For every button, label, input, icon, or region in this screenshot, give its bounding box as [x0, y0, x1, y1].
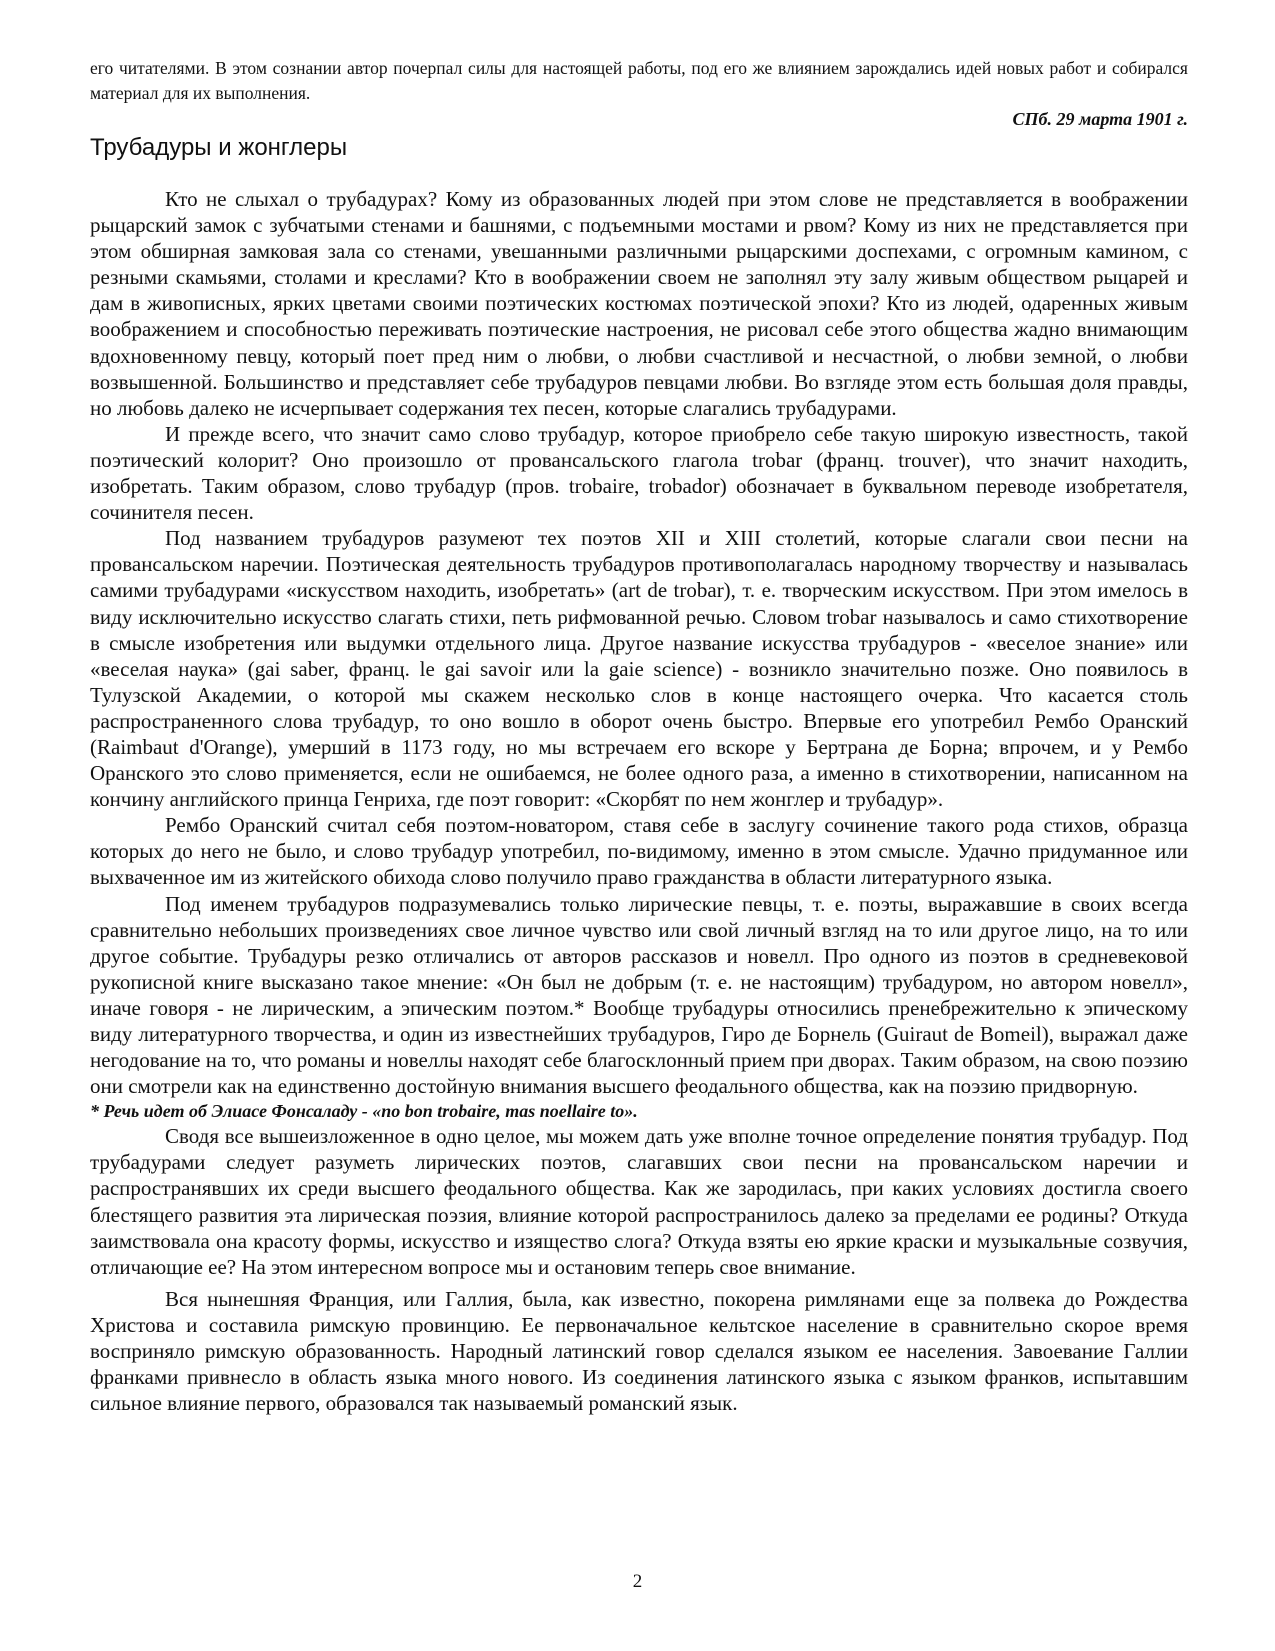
intro-continuation: его читателями. В этом сознании автор почерпал силы для настоящей работы, под его же влиянием зарождались идей новых работ и собирался материал для их выполнения. [90, 58, 1188, 103]
paragraph: Вся нынешняя Франция, или Галлия, была, как известно, покорена римлянами еще за полвека до Рождества Христова и составила римскую провинцию. Ее первоначальное кельтское население в сравнительно скорое время восприняло римскую образованность. Народный латинский говор сделался языком ее населения. Завоевание Галлии франками привнесло в область языка много нового. Из соединения латинского языка с языком франков, испытавшим сильное влияние первого, образовался так называемый романский язык. [90, 1286, 1188, 1416]
section-title: Трубадуры и жонглеры [90, 134, 348, 161]
footnote: * Речь идет об Элиасе Фонсаладу - «no bon trobaire, mas noellaire to». [90, 1101, 638, 1122]
page-number: 2 [632, 1571, 643, 1592]
paragraph: Под названием трубадуров разумеют тех поэтов XII и XIII столетий, которые слагали свои песни на провансальском наречии. Поэтическая деятельность трубадуров противополагалась народному творчеству и называлась самими трубадурами «искусством находить, изобретать» (art de trobar), т. е. творческим искусством. При этом имелось в виду исключительно искусство слагать стихи, петь рифмованной речью. Словом trobar называлось и само стихотворение в смысле изобретения или выдумки отдельного лица. Другое название искусства трубадуров - «веселое знание» или «веселая наука» (gai saber, франц. le gai savoir или la gaie science) - возникло значительно позже. Оно появилось в Тулузской Академии, о которой мы скажем несколько слов в конце настоящего очерка. Что касается столь распространенного слова трубадур, то оно вошло в оборот очень быстро. Впервые его употребил Рембо Оранский (Raimbaut d'Orange), умерший в 1173 году, но мы встречаем его вскоре у Бертрана де Борна; впрочем, и у Рембо Оранского это слово применяется, если не ошибаемся, не более одного раза, а именно в стихотворении, написанном на кончину английского принца Генриха, где поэт говорит: «Скорбят по нем жонглер и трубадур». [90, 526, 1188, 812]
paragraph: Сводя все вышеизложенное в одно целое, мы можем дать уже вполне точное определение понятия трубадур. Под трубадурами следует разуметь лирических поэтов, слагавших свои песни на провансальском наречии и распространявших их среди высшего феодального общества. Как же зародилась, при каких условиях достигла своего блестящего развития эта лирическая поэзия, влияние которой распространилось далеко за пределами ее родины? Откуда заимствовала она красоту формы, искусство и изящество слога? Откуда взяты ею яркие краски и музыкальные созвучия, отличающие ее? На этом интересном вопросе мы и остановим теперь свое внимание. [90, 1124, 1188, 1279]
signature-date: СПб. 29 марта 1901 г. [1012, 109, 1188, 129]
paragraph: Под именем трубадуров подразумевались только лирические певцы, т. е. поэты, выражавшие в своих всегда сравнительно небольших произведениях свое личное чувство или свой личный взгляд на то или другое лицо, на то или другое событие. Трубадуры резко отличались от авторов рассказов и новелл. Про одного из поэтов в средневековой рукописной книге высказано такое мнение: «Он был не добрым (т. е. не настоящим) трубадуром, но автором новелл», иначе говоря - не лирическим, а эпическим поэтом.* Вообще трубадуры относились пренебрежительно к эпическому виду литературного творчества, и один из известнейших трубадуров, Гиро де Борнель (Guiraut de Bomeil), выражал даже негодование на то, что романы и новеллы находят себе благосклонный прием при дворах. Таким образом, на свою поэзию они смотрели как на единственно достойную внимания высшего феодального общества, как на поэзию придворную. [90, 891, 1188, 1099]
paragraph: Рембо Оранский считал себя поэтом-новатором, ставя себе в заслугу сочинение такого рода стихов, образца которых до него не было, и слово трубадур употребил, по-видимому, именно в этом смысле. Удачно придуманное или выхваченное им из житейского обихода слово получило право гражданства в области литературного языка. [90, 813, 1188, 890]
paragraph: Кто не слыхал о трубадурах? Кому из образованных людей при этом слове не представляется в воображении рыцарский замок с зубчатыми стенами и башнями, с подъемными мостами и рвом? Кому из них не представляется при этом обширная замковая зала со стенами, увешанными различными рыцарскими доспехами, с огромным камином, с резными скамьями, столами и креслами? Кто в воображении своем не заполнял эту залу живым обществом рыцарей и дам в живописных, ярких цветами своими поэтических костюмах поэтической эпохи? Кто из людей, одаренных живым воображением и способностью переживать поэтические настроения, не рисовал себе этого общества жадно внимающим вдохновенному певцу, который поет пред ним о любви, о любви счастливой и несчастной, о любви земной, о любви возвышенной. Большинство и представляет себе трубадуров певцами любви. Во взгляде этом есть большая доля правды, но любовь далеко не исчерпывает содержания тех песен, которые слагались трубадурами. [90, 187, 1188, 420]
body-text [90, 186, 1188, 1416]
document-page [90, 56, 1188, 1416]
paragraph: И прежде всего, что значит само слово трубадур, которое приобрело себе такую широкую известность, такой поэтический колорит? Оно произошло от провансальского глагола trobar (франц. trouver), что значит находить, изобретать. Таким образом, слово трубадур (пров. trobaire, trobador) обозначает в буквальном переводе изобретателя, сочинителя песен. [90, 421, 1188, 525]
